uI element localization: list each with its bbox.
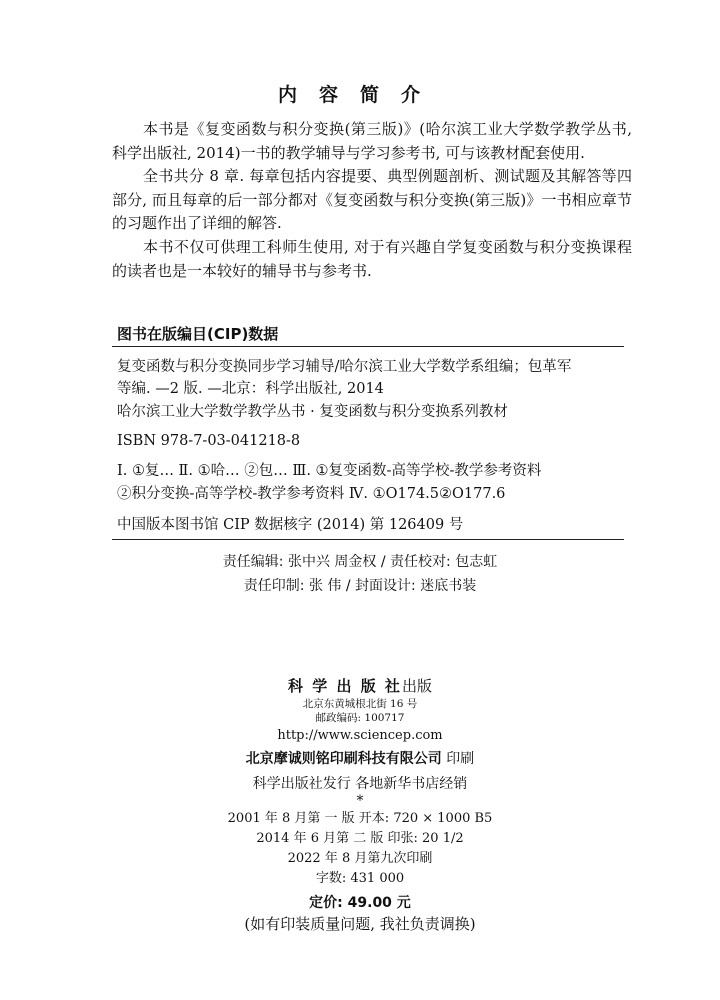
printer-suffix: 印刷	[446, 751, 475, 767]
cip-record-number: 中国版本图书馆 CIP 数据核字 (2014) 第 126409 号	[117, 517, 464, 533]
word-count: 字数: 431 000	[315, 871, 405, 886]
publisher-line	[0, 675, 720, 696]
intro-paragraph-3: 本书不仅可供理工科师生使用, 对于有兴趣自学复变函数与积分变换课程的读者也是一本较好的辅导书与参考书.	[112, 238, 632, 280]
printer-name: 北京摩诚则铭印刷科技有限公司	[245, 751, 442, 767]
separator-star: *	[356, 793, 364, 809]
cip-entry-line-1: 复变函数与积分变换同步学习辅导/哈尔滨工业大学数学系组编；包革军	[117, 359, 572, 375]
cip-heading: 图书在版编目(CIP)数据	[117, 325, 279, 343]
cip-isbn: ISBN 978-7-03-041218-8	[117, 433, 301, 449]
credits-line-2: 责任印制: 张 伟 / 封面设计: 迷底书装	[243, 578, 477, 594]
publisher-website: http://www.sciencep.com	[277, 728, 443, 743]
cip-top-rule	[112, 346, 624, 347]
cip-subjects-line-1: Ⅰ. ①复… Ⅱ. ①哈… ②包… Ⅲ. ①复变函数-高等学校-教学参考资料	[117, 463, 542, 479]
price: 定价: 49.00 元	[309, 895, 411, 911]
printer-line	[0, 748, 720, 768]
cip-series: 哈尔滨工业大学数学教学丛书 · 复变函数与积分变换系列教材	[117, 404, 508, 420]
intro-paragraph-1: 本书是《复变函数与积分变换(第三版)》(哈尔滨工业大学数学教学丛书, 科学出版社, 2014)一书的教学辅导与学习参考书, 可与该教材配套使用.	[112, 120, 632, 162]
intro-paragraph-2: 全书共分 8 章. 每章包括内容提要、典型例题剖析、测试题及其解答等四部分, 而且每章的后一部分都对《复变函数与积分变换(第三版)》一书相应章节的习题作出了详细的解答.	[112, 167, 632, 232]
publisher-name: 科 学 出 版 社	[288, 677, 402, 695]
quality-note: (如有印装质量问题, 我社负责调换)	[244, 915, 476, 933]
edition-line-2: 2014 年 6 月第 二 版 印张: 20 1/2	[256, 831, 464, 846]
cip-bottom-rule	[112, 539, 624, 540]
publisher-address: 北京东黄城根北街 16 号	[302, 698, 418, 710]
cip-entry-line-2: 等编. —2 版. —北京：科学出版社, 2014	[117, 381, 384, 397]
cip-subjects-line-2: ②积分变换-高等学校-教学参考资料 Ⅳ. ①O174.5②O177.6	[117, 486, 506, 502]
distribution-line: 科学出版社发行 各地新华书店经销	[252, 776, 468, 792]
credits-line-1: 责任编辑: 张中兴 周金权 / 责任校对: 包志虹	[222, 554, 498, 570]
publisher-postcode: 邮政编码: 100717	[315, 712, 405, 724]
page-title: 内容简介	[277, 84, 442, 106]
edition-line-1: 2001 年 8 月第 一 版 开本: 720 × 1000 B5	[227, 811, 493, 826]
edition-line-3: 2022 年 8 月第九次印刷	[287, 851, 433, 866]
publisher-suffix: 出版	[401, 677, 432, 695]
